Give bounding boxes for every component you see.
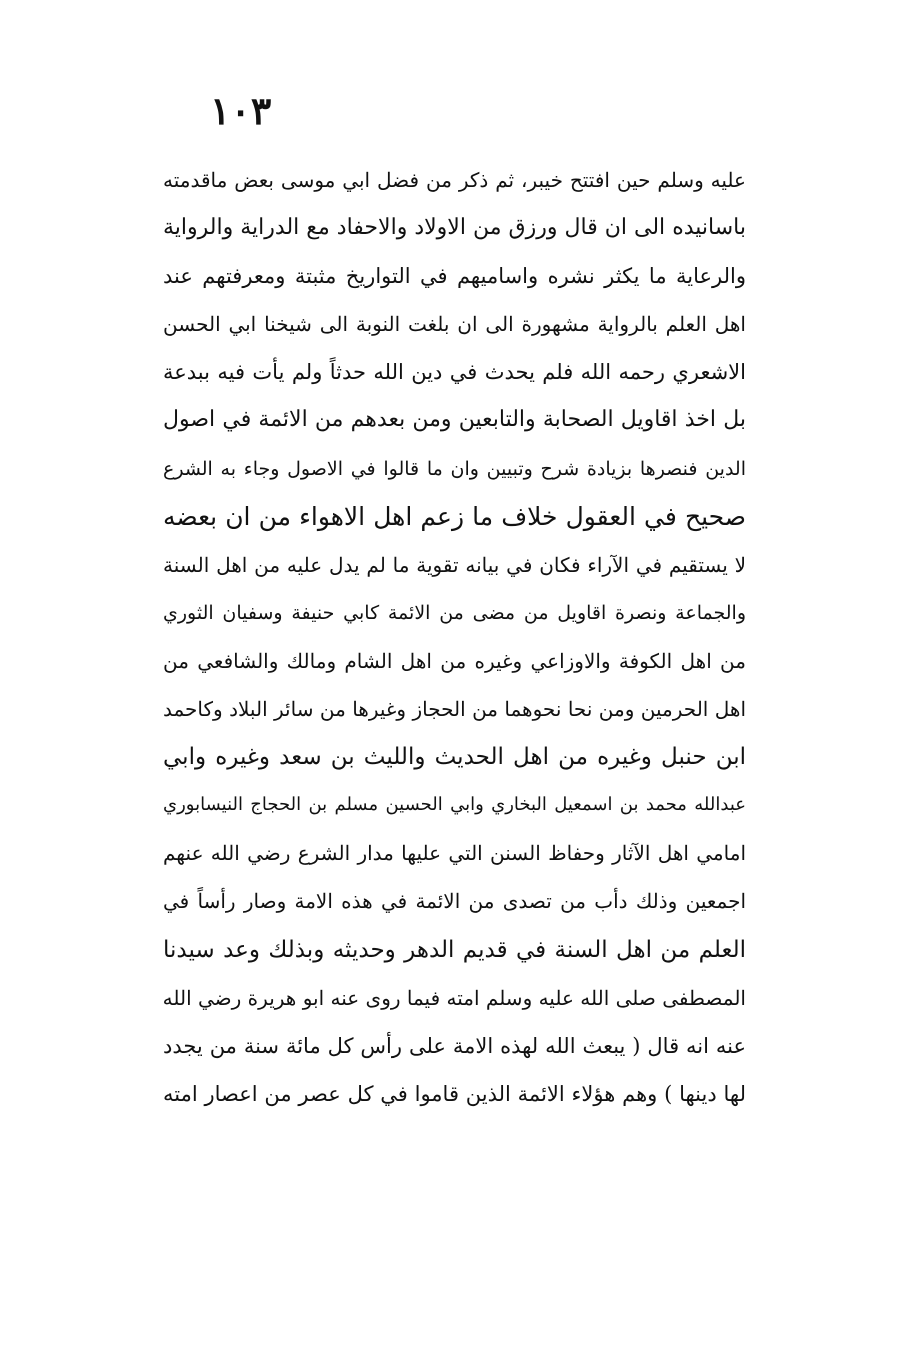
text-line: اهل الحرمين ومن نحا نحوهما من الحجاز وغيرها من سائر البلاد وكاحمد (163, 697, 746, 722)
text-line: لها دينها ) وهم هؤلاء الائمة الذين قاموا في كل عصر من اعصار امته (163, 1081, 746, 1106)
text-line: ابن حنبل وغيره من اهل الحديث والليث بن سعد وغيره وابي (163, 744, 746, 771)
text-line: الاشعري رحمه الله فلم يحدث في دين الله حدثاً ولم يأت فيه ببدعة (163, 360, 746, 385)
text-line: صحيح في العقول خلاف ما زعم اهل الاهواء من ان بعضه (163, 501, 746, 531)
text-line: والرعاية ما يكثر نشره واساميهم في التواريخ مثبتة ومعرفتهم عند (163, 264, 746, 289)
text-line: بل اخذ اقاويل الصحابة والتابعين ومن بعدهم من الائمة في اصول (163, 407, 746, 433)
text-line: عنه انه قال ( يبعث الله لهذه الامة على رأس كل مائة سنة من يجدد (163, 1033, 746, 1058)
text-line: المصطفى صلى الله عليه وسلم امته فيما روى عنه ابو هريرة رضي الله (163, 985, 746, 1010)
text-line: عبدالله محمد بن اسمعيل البخاري وابي الحسين مسلم بن الحجاج النيسابوري (163, 794, 746, 816)
text-line: باسانيده الى ان قال ورزق من الاولاد والاحفاد مع الدراية والرواية (163, 215, 746, 241)
text-line: والجماعة ونصرة اقاويل من مضى من الائمة كابي حنيفة وسفيان الثوري (163, 601, 746, 624)
body-text (163, 156, 746, 1118)
text-line: العلم من اهل السنة في قديم الدهر وحديثه وبذلك وعد سيدنا (163, 936, 746, 963)
text-line: عليه وسلم حين افتتح خيبر، ثم ذكر من فضل ابي موسى بعض ماقدمته (163, 168, 746, 192)
page-number: ١٠٣ (210, 88, 272, 133)
text-line: اهل العلم بالرواية مشهورة الى ان بلغت النوبة الى شيخنا ابي الحسن (163, 312, 746, 337)
text-line: الدين فنصرها بزيادة شرح وتبيين وان ما قالوا في الاصول وجاء به الشرع (163, 457, 746, 480)
text-line: امامي اهل الآثار وحفاظ السنن التي عليها مدار الشرع رضي الله عنهم (163, 841, 746, 866)
text-line: لا يستقيم في الآراء فكان في بيانه تقوية ما لم يدل عليه من اهل السنة (163, 552, 746, 577)
text-line: اجمعين وذلك دأب من تصدى من الائمة في هذه الامة وصار رأساً في (163, 889, 746, 914)
text-line: من اهل الكوفة والاوزاعي وغيره من اهل الشام ومالك والشافعي من (163, 648, 746, 673)
